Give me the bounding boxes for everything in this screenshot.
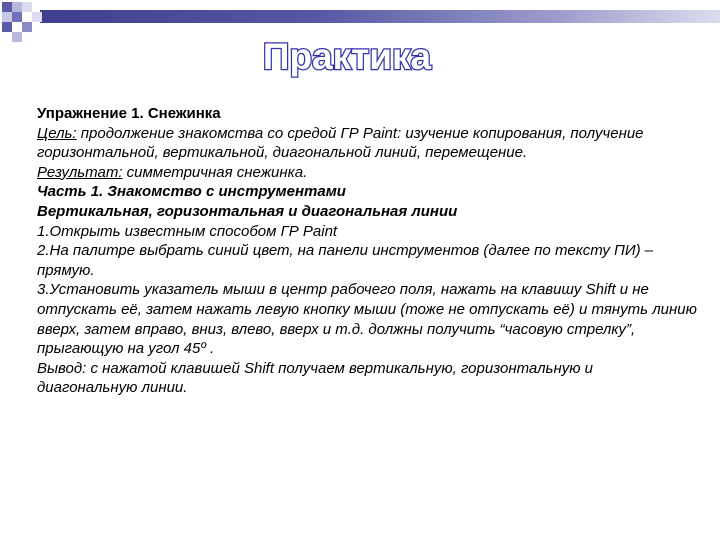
result-text: симметричная снежинка.	[122, 163, 308, 181]
conclusion: Вывод: с нажатой клавишей Shift получаем вертикальную, горизонтальную и диагональную линии.	[37, 359, 593, 397]
step-item: 2.На палитре выбрать синий цвет, на панели инструментов (далее по тексту ПИ) – прямую.	[37, 242, 654, 279]
decor-square	[12, 2, 22, 12]
result-label: Результат:	[37, 163, 123, 181]
part1-heading: Часть 1. Знакомство с инструментами	[37, 183, 346, 201]
slide-title	[0, 28, 720, 80]
step-item	[37, 280, 697, 358]
step-text: 3.Установить указатель мыши в центр рабочего поля, нажать на клавишу Shift и не отпускать её, затем нажать левую кнопку мыши (тоже не отпускать её) и тянуть линию вверх, затем вправо, вниз, влево, вверх и т.д. должны получить “часовую стрелку”, прыгающую на угол 45	[37, 281, 697, 358]
goal-paragraph	[37, 124, 697, 163]
goal-text: продолжение знакомства со средой ГР Paint: изучение копирования, получение горизонтальной, вертикальной, диагональной линий, перемещение.	[37, 124, 644, 162]
goal-label: Цель:	[37, 124, 77, 142]
header-gradient-bar	[40, 10, 720, 23]
section-heading: Вертикальная, горизонтальная и диагональная линии	[37, 202, 458, 220]
slide-body	[37, 104, 697, 398]
decor-square	[22, 2, 32, 12]
step-item: 1.Открыть известным способом ГР Paint	[37, 222, 338, 240]
exercise-heading: Упражнение 1. Снежинка	[37, 105, 221, 122]
result-paragraph	[37, 163, 697, 183]
decor-square	[12, 12, 22, 22]
slide-title-text: Практика	[262, 36, 432, 77]
decor-square	[2, 12, 12, 22]
degree-suffix: º .	[200, 340, 215, 358]
decor-square	[2, 2, 12, 12]
decor-square	[32, 12, 42, 22]
